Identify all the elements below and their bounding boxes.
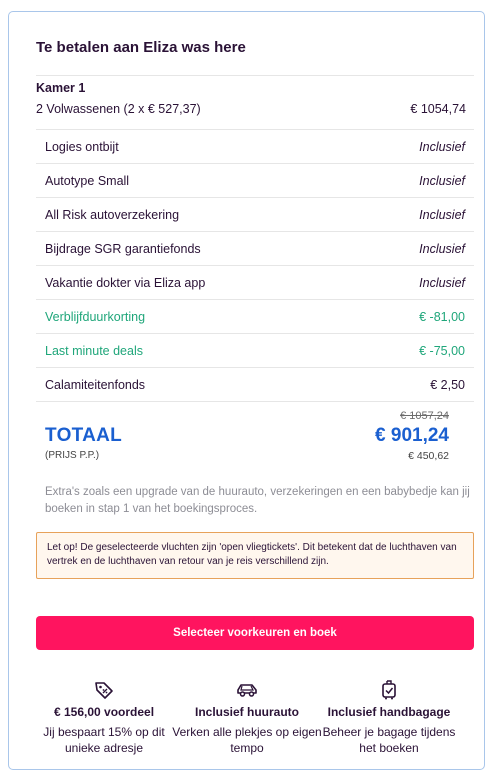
luggage-icon (378, 680, 400, 700)
line-item-vakantie-dokter (36, 265, 474, 299)
total-label: TOTAAL (45, 425, 123, 446)
feature-title: € 156,00 voordeel (53, 705, 155, 719)
feature-description: Beheer je bagage tijdens het boeken (322, 725, 456, 755)
line-item-value: Inclusief (419, 140, 465, 154)
feature-discount (29, 680, 179, 756)
feature-title: Inclusief handbagage (327, 705, 451, 719)
card-title: Te betalen aan Eliza was here (36, 39, 246, 56)
line-item-label: Verblijfduurkorting (45, 310, 146, 324)
line-item-autotype (36, 163, 474, 197)
line-item-autoverzekering (36, 197, 474, 231)
room-amount: € 1054,74 (410, 102, 466, 116)
old-price: € 1057,24 (400, 410, 449, 422)
line-item-label: Vakantie dokter via Eliza app (45, 276, 206, 290)
total-price: € 901,24 (375, 425, 449, 446)
open-ticket-warning: Let op! De geselecteerde vluchten zijn 'open vliegtickets'. Dit betekent dat de luchthaven van vertrek en de luchthaven van retour van je reis verschillend zijn. (36, 532, 474, 579)
line-item-value: Inclusief (419, 242, 465, 256)
per-person-label: (PRIJS P.P.) (45, 450, 100, 461)
line-item-sgr (36, 231, 474, 265)
room-description: 2 Volwassenen (2 x € 527,37) (36, 102, 201, 116)
line-item-last-minute (36, 333, 474, 367)
feature-description: Jij bespaart 15% op dit unieke adresje (43, 725, 165, 755)
discount-tag-icon (93, 680, 115, 700)
feature-title: Inclusief huurauto (194, 705, 299, 719)
line-item-label: All Risk autoverzekering (45, 208, 180, 222)
line-item-calamiteitenfonds (36, 367, 474, 401)
select-preferences-book-button[interactable]: Selecteer voorkeuren en boek (36, 616, 474, 650)
line-item-label: Bijdrage SGR garantiefonds (45, 242, 201, 256)
line-item-value: € -75,00 (419, 344, 465, 358)
car-icon (236, 680, 258, 700)
per-person-price: € 450,62 (408, 450, 449, 462)
room-row (36, 102, 466, 120)
line-item-label: Calamiteitenfonds (45, 378, 146, 392)
line-item-value: Inclusief (419, 276, 465, 290)
line-item-value: Inclusief (419, 174, 465, 188)
line-item-logies (36, 129, 474, 163)
feature-hand-luggage (314, 680, 464, 756)
feature-rental-car (172, 680, 322, 756)
divider (36, 75, 474, 76)
line-item-value: € -81,00 (419, 310, 465, 324)
line-item-value: € 2,50 (430, 378, 465, 392)
line-item-label: Logies ontbijt (45, 140, 119, 154)
extras-note: Extra's zoals een upgrade van de huurauto, verzekeringen en een babybedje kan jij boeken in stap 1 van het boekingsproces. (45, 486, 470, 515)
price-summary-card (8, 11, 485, 770)
feature-description: Verken alle plekjes op eigen tempo (172, 725, 322, 755)
room-label: Kamer 1 (36, 81, 86, 95)
line-item-label: Last minute deals (45, 344, 143, 358)
line-item-label: Autotype Small (45, 174, 130, 188)
divider (36, 401, 474, 402)
line-item-verblijfduurkorting (36, 299, 474, 333)
line-item-value: Inclusief (419, 208, 465, 222)
